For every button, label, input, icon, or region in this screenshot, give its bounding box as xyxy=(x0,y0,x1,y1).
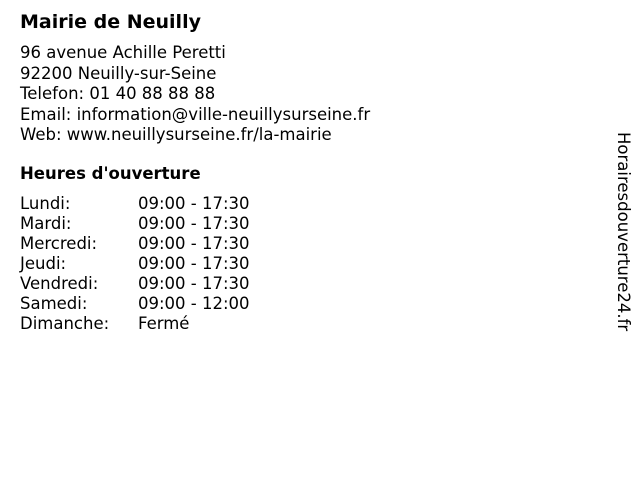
day-label: Lundi: xyxy=(20,194,71,213)
time-range: 09:00 - 12:00 xyxy=(138,294,250,313)
page-title: Mairie de Neuilly xyxy=(20,11,201,33)
brand-watermark: Horairesdouverture24.fr xyxy=(614,132,633,332)
time-range: 09:00 - 17:30 xyxy=(138,234,250,253)
day-label: Mercredi: xyxy=(20,234,98,253)
opening-hours-heading: Heures d'ouverture xyxy=(20,164,201,183)
day-label: Vendredi: xyxy=(20,274,99,293)
contact-block xyxy=(20,43,370,146)
time-range: 09:00 - 17:30 xyxy=(138,214,250,233)
address-city: 92200 Neuilly-sur-Seine xyxy=(20,63,217,83)
day-label: Dimanche: xyxy=(20,314,110,333)
time-range: Fermé xyxy=(138,314,190,333)
time-range: 09:00 - 17:30 xyxy=(138,274,250,293)
phone-number: Telefon: 01 40 88 88 88 xyxy=(20,84,216,103)
day-label: Jeudi: xyxy=(20,254,67,273)
website-url: Web: www.neuillysurseine.fr/la-mairie xyxy=(20,125,332,144)
day-label: Samedi: xyxy=(20,294,88,313)
time-range: 09:00 - 17:30 xyxy=(138,194,250,213)
time-range: 09:00 - 17:30 xyxy=(138,254,250,273)
email-address: Email: information@ville-neuillysurseine.fr xyxy=(20,104,371,124)
day-label: Mardi: xyxy=(20,214,72,233)
address-street: 96 avenue Achille Peretti xyxy=(20,43,226,62)
